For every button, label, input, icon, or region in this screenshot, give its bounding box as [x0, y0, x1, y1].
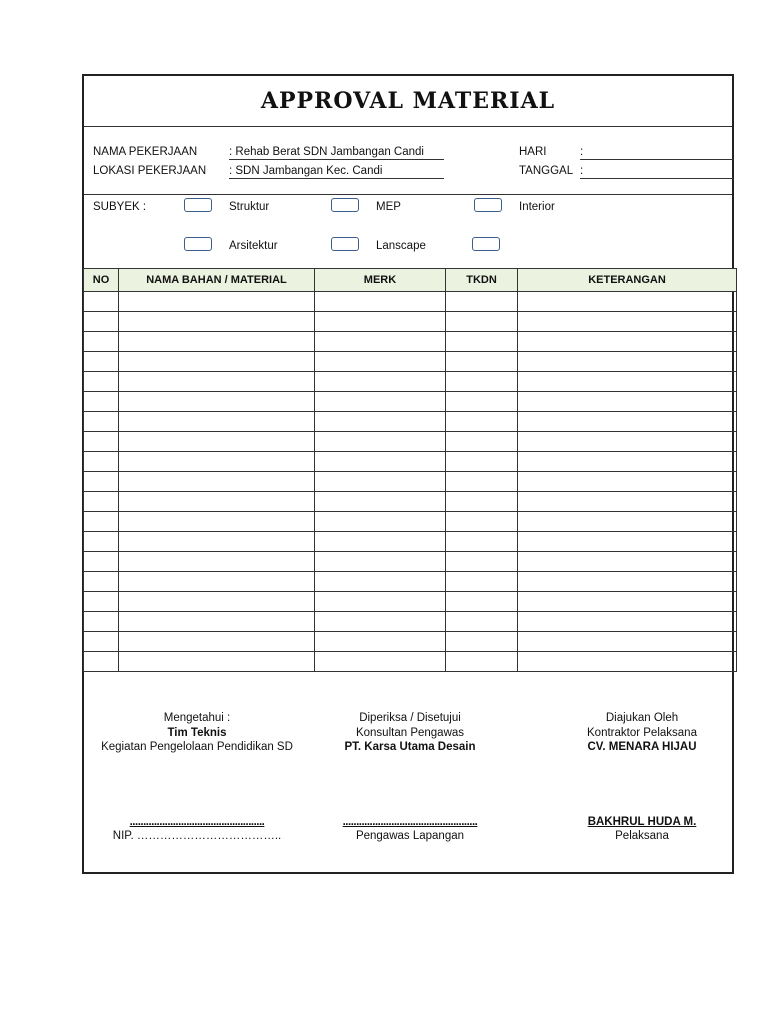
- sig-right-line3: CV. MENARA HIJAU: [587, 741, 697, 753]
- table-cell[interactable]: [518, 472, 737, 492]
- table-cell[interactable]: [119, 292, 315, 312]
- sig-left-sign-line: ..................................................: [129, 816, 265, 828]
- table-cell[interactable]: [518, 432, 737, 452]
- table-row: [84, 612, 737, 632]
- hari-field[interactable]: :: [580, 146, 734, 160]
- table-cell[interactable]: [119, 552, 315, 572]
- form-title: APPROVAL MATERIAL: [84, 76, 732, 127]
- sig-middle-line1: Diperiksa / Disetujui: [359, 712, 461, 724]
- table-cell[interactable]: [446, 592, 518, 612]
- table-header-row: [84, 269, 737, 292]
- table-cell[interactable]: [518, 512, 737, 532]
- option-lanscape-label: Lanscape: [376, 240, 426, 252]
- signature-left-bottom: [84, 816, 310, 842]
- table-cell[interactable]: [446, 292, 518, 312]
- material-table: [83, 268, 737, 672]
- header-no: NO: [84, 269, 119, 292]
- table-cell[interactable]: [518, 392, 737, 412]
- table-row: [84, 592, 737, 612]
- table-cell[interactable]: [518, 292, 737, 312]
- table-cell[interactable]: [518, 532, 737, 552]
- table-cell[interactable]: [315, 512, 446, 532]
- table-cell[interactable]: [446, 572, 518, 592]
- option-arsitektur-label: Arsitektur: [229, 240, 278, 252]
- table-cell[interactable]: [315, 372, 446, 392]
- option-mep-label: MEP: [376, 201, 401, 213]
- table-cell[interactable]: [315, 312, 446, 332]
- table-cell[interactable]: [119, 332, 315, 352]
- table-cell[interactable]: [315, 352, 446, 372]
- table-cell[interactable]: [518, 612, 737, 632]
- table-cell[interactable]: [446, 332, 518, 352]
- table-cell[interactable]: [119, 432, 315, 452]
- table-cell[interactable]: [119, 652, 315, 672]
- signature-right: [544, 712, 740, 753]
- table-cell[interactable]: [84, 372, 119, 392]
- table-row: [84, 372, 737, 392]
- table-cell[interactable]: [119, 412, 315, 432]
- table-cell[interactable]: [315, 412, 446, 432]
- hari-label: HARI: [519, 146, 547, 158]
- table-row: [84, 432, 737, 452]
- header-nama-bahan: NAMA BAHAN / MATERIAL: [119, 269, 315, 292]
- sig-left-line3: Kegiatan Pengelolaan Pendidikan SD: [101, 741, 293, 753]
- tanggal-label: TANGGAL: [519, 165, 574, 177]
- table-cell[interactable]: [518, 312, 737, 332]
- table-cell[interactable]: [84, 492, 119, 512]
- table-cell[interactable]: [84, 512, 119, 532]
- table-row: [84, 572, 737, 592]
- table-cell[interactable]: [119, 592, 315, 612]
- table-cell[interactable]: [315, 592, 446, 612]
- table-cell[interactable]: [518, 632, 737, 652]
- table-row: [84, 492, 737, 512]
- sig-middle-line3: PT. Karsa Utama Desain: [344, 741, 476, 753]
- approval-form: [82, 74, 734, 874]
- table-cell[interactable]: [119, 632, 315, 652]
- table-cell[interactable]: [446, 652, 518, 672]
- sig-right-role: Pelaksana: [615, 830, 669, 842]
- table-cell[interactable]: [518, 452, 737, 472]
- table-cell[interactable]: [518, 592, 737, 612]
- checkbox-arsitektur[interactable]: [184, 237, 212, 251]
- table-cell[interactable]: [315, 292, 446, 312]
- table-row: [84, 412, 737, 432]
- table-row: [84, 552, 737, 572]
- table-cell[interactable]: [446, 612, 518, 632]
- table-row: [84, 452, 737, 472]
- table-cell[interactable]: [315, 392, 446, 412]
- table-cell[interactable]: [446, 372, 518, 392]
- sig-middle-line2: Konsultan Pengawas: [355, 727, 465, 739]
- table-row: [84, 512, 737, 532]
- table-cell[interactable]: [315, 432, 446, 452]
- table-cell[interactable]: [84, 612, 119, 632]
- table-row: [84, 312, 737, 332]
- table-cell[interactable]: [315, 572, 446, 592]
- header-keterangan: KETERANGAN: [518, 269, 737, 292]
- sig-middle-sign-line: ..................................................: [342, 816, 478, 828]
- table-cell[interactable]: [518, 372, 737, 392]
- table-cell[interactable]: [446, 552, 518, 572]
- header-tkdn: TKDN: [446, 269, 518, 292]
- signature-left: [84, 712, 310, 753]
- table-cell[interactable]: [446, 412, 518, 432]
- table-cell[interactable]: [119, 392, 315, 412]
- table-cell[interactable]: [119, 372, 315, 392]
- table-cell[interactable]: [119, 572, 315, 592]
- table-cell[interactable]: [84, 472, 119, 492]
- sig-left-line2: Tim Teknis: [167, 727, 227, 739]
- table-cell[interactable]: [315, 492, 446, 512]
- table-row: [84, 532, 737, 552]
- sig-left-nip: NIP. ………………………………..: [112, 830, 282, 842]
- table-cell[interactable]: [84, 552, 119, 572]
- sig-right-name: BAKHRUL HUDA M.: [587, 816, 697, 828]
- table-cell[interactable]: [84, 592, 119, 612]
- signature-middle: [310, 712, 510, 753]
- sig-left-line1: Mengetahui :: [163, 712, 231, 724]
- sig-middle-role: Pengawas Lapangan: [355, 830, 465, 842]
- table-row: [84, 292, 737, 312]
- table-cell[interactable]: [446, 452, 518, 472]
- table-cell[interactable]: [315, 632, 446, 652]
- table-row: [84, 472, 737, 492]
- table-cell[interactable]: [84, 432, 119, 452]
- checkbox-struktur[interactable]: [184, 198, 212, 212]
- table-row: [84, 332, 737, 352]
- table-body: [84, 292, 737, 672]
- table-cell[interactable]: [84, 332, 119, 352]
- checkbox-lanscape[interactable]: [331, 237, 359, 251]
- table-cell[interactable]: [446, 492, 518, 512]
- table-cell[interactable]: [84, 632, 119, 652]
- table-row: [84, 632, 737, 652]
- table-cell[interactable]: [518, 572, 737, 592]
- table-cell[interactable]: [119, 352, 315, 372]
- lokasi-pekerjaan-field[interactable]: : SDN Jambangan Kec. Candi: [229, 165, 444, 179]
- table-cell[interactable]: [518, 412, 737, 432]
- table-cell[interactable]: [446, 512, 518, 532]
- table-cell[interactable]: [84, 572, 119, 592]
- table-cell[interactable]: [119, 492, 315, 512]
- option-interior-label: Interior: [519, 201, 555, 213]
- table-cell[interactable]: [84, 352, 119, 372]
- table-cell[interactable]: [518, 492, 737, 512]
- table-cell[interactable]: [446, 312, 518, 332]
- table-cell[interactable]: [446, 392, 518, 412]
- table-row: [84, 652, 737, 672]
- checkbox-other[interactable]: [472, 237, 500, 251]
- sig-right-line2: Kontraktor Pelaksana: [587, 727, 697, 739]
- checkbox-mep[interactable]: [331, 198, 359, 212]
- table-cell[interactable]: [446, 352, 518, 372]
- sig-right-line1: Diajukan Oleh: [605, 712, 679, 724]
- table-row: [84, 352, 737, 372]
- checkbox-interior[interactable]: [474, 198, 502, 212]
- table-cell[interactable]: [84, 312, 119, 332]
- tanggal-field[interactable]: :: [580, 165, 734, 179]
- nama-pekerjaan-field[interactable]: : Rehab Berat SDN Jambangan Candi: [229, 146, 444, 160]
- table-cell[interactable]: [119, 312, 315, 332]
- table-cell[interactable]: [446, 632, 518, 652]
- table-cell[interactable]: [315, 652, 446, 672]
- table-cell[interactable]: [446, 432, 518, 452]
- table-cell[interactable]: [446, 532, 518, 552]
- table-cell[interactable]: [119, 452, 315, 472]
- info-section: [84, 126, 732, 195]
- table-cell[interactable]: [119, 472, 315, 492]
- table-cell[interactable]: [315, 612, 446, 632]
- table-cell[interactable]: [518, 352, 737, 372]
- lokasi-pekerjaan-label: LOKASI PEKERJAAN: [93, 165, 207, 177]
- header-merk: MERK: [315, 269, 446, 292]
- nama-pekerjaan-label: NAMA PEKERJAAN: [93, 146, 198, 158]
- table-cell[interactable]: [84, 292, 119, 312]
- table-cell[interactable]: [84, 652, 119, 672]
- table-row: [84, 392, 737, 412]
- table-cell[interactable]: [315, 452, 446, 472]
- table-cell[interactable]: [84, 412, 119, 432]
- signature-middle-bottom: [310, 816, 510, 842]
- table-cell[interactable]: [315, 332, 446, 352]
- table-cell[interactable]: [315, 532, 446, 552]
- table-cell[interactable]: [315, 472, 446, 492]
- subject-section: [84, 194, 732, 268]
- table-cell[interactable]: [518, 652, 737, 672]
- subject-label: SUBYEK :: [93, 201, 147, 213]
- table-cell[interactable]: [315, 552, 446, 572]
- table-cell[interactable]: [119, 612, 315, 632]
- table-cell[interactable]: [119, 532, 315, 552]
- option-struktur-label: Struktur: [229, 201, 270, 213]
- table-cell[interactable]: [518, 332, 737, 352]
- table-cell[interactable]: [84, 392, 119, 412]
- table-cell[interactable]: [84, 532, 119, 552]
- table-cell[interactable]: [518, 552, 737, 572]
- table-cell[interactable]: [84, 452, 119, 472]
- signature-right-bottom: [544, 816, 740, 842]
- table-cell[interactable]: [119, 512, 315, 532]
- table-cell[interactable]: [446, 472, 518, 492]
